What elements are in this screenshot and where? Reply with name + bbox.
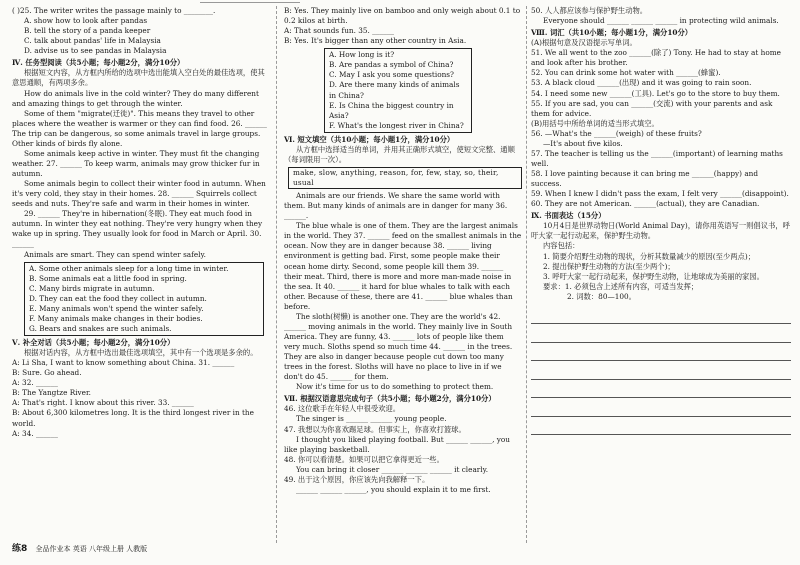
dialog-line: B: The Yangtze River.: [12, 388, 92, 398]
section-title: Ⅵ. 短文填空（共10小题；每小题1分，满分10分）: [284, 134, 455, 144]
requirement-line: 3. 呼吁大家一起行动起来，保护野生动物，让地球成为美丽的家园。: [543, 271, 764, 281]
box-option: E. Is China the biggest country in Asia?: [329, 100, 454, 120]
box-option: A. How long is it?: [329, 50, 395, 60]
page-footer: [12, 543, 147, 555]
box-option: B. Some animals eat a little food in spring.: [29, 273, 187, 283]
writing-line[interactable]: [531, 343, 791, 362]
dialog-line: A: That's right. I know about this river. 33. ______: [12, 398, 194, 408]
subsection-title: (B)用括号中所给单词的适当形式填空。: [531, 118, 659, 128]
writing-line[interactable]: [531, 306, 791, 325]
dialog-line: A: 34. ______: [12, 428, 58, 438]
passage-paragraph: Some animals begin to collect their winter food in autumn. When it's very cold, they stay in their homes. 28. ______ Squirrels collect seeds and nuts. They're safe and warm in their homes in winter.: [12, 179, 266, 209]
section-title: Ⅳ. 任务型阅读（共5小题；每小题2分，满分10分）: [12, 58, 185, 68]
section-instructions: 10月4日是世界动物日(World Animal Day)，请你用英语写一则倡议书，呼吁大家一起行动起来，保护野生动物。: [531, 221, 790, 241]
box-option: C. Many birds migrate in autumn.: [29, 283, 155, 293]
box-option: F. Many animals make changes in their bodies.: [29, 313, 203, 323]
writing-line[interactable]: [531, 361, 791, 380]
vocab-item: —It's about five kilos.: [543, 138, 623, 148]
column-divider: [526, 6, 527, 543]
column-left: [12, 6, 270, 439]
column-divider: [276, 6, 277, 543]
dialog-line: B: About 6,300 kilometres long. It is the third longest river in the world.: [12, 408, 254, 428]
dialog-line: B: Yes. It's bigger than any other country in Asia.: [284, 36, 467, 46]
page-number: 练8: [12, 543, 28, 554]
translation-item: Everyone should ______ ______ ______ in protecting wild animals.: [543, 16, 779, 26]
section-instructions: 根据短文内容，从方框内所给的选项中选出能填入空白处的最佳选项，使其意思通顺，有两项多余。: [12, 68, 265, 88]
writing-line[interactable]: [531, 417, 791, 436]
word-bank: make, slow, anything, reason, for, few, stay, so, their, usual: [288, 167, 522, 189]
dialog-line: B: Sure. Go ahead.: [12, 368, 82, 378]
translation-item: ______ ______ ______, you should explain it to me first.: [296, 484, 491, 494]
writing-line[interactable]: [531, 380, 791, 399]
vocab-item: 59. When I knew I didn't pass the exam, I felt very ______(disappoint).: [531, 189, 789, 199]
section-instructions: 从方框中选择适当的单词，并用其正确形式填空，使短文完整、通顺（每词限用一次）。: [284, 144, 515, 164]
option: A. show how to look after pandas: [24, 16, 148, 26]
passage-paragraph: Some animals keep active in winter. They must fit the changing weather. 27. ______ To keep warm, animals may grow thicker fur in autumn.: [12, 148, 260, 178]
passage-paragraph: The blue whale is one of them. They are the largest animals in the world. They 37. ______ feed on the smallest animals in the ocean. Now they are in danger because 38. ______ living environment is getting bad. First, some people make their ocean home dirty. Second, some people kill them 39. ______ their meat. Third, there is more and more man-made noise in the sea. It 40. ______ it hard for blue whales to talk with each other. Because of these, there are 41. ______ blue whales than before.: [284, 221, 522, 311]
translation-item: 49. 出于这个原因，你应该先向我解释一下。: [284, 474, 430, 484]
vocab-item: 60. They are not American. ______(actual), they are Canadian.: [531, 199, 760, 209]
section-title: Ⅴ. 补全对话（共5小题；每小题2分，满分10分）: [12, 338, 175, 347]
vocab-item: 57. The teacher is telling us the ______(important) of learning maths well.: [531, 148, 783, 168]
writing-line[interactable]: [531, 398, 791, 417]
translation-item: The singer is ______ ______ young people.: [296, 414, 447, 424]
box-option: B. Are pandas a symbol of China?: [329, 60, 454, 70]
passage-paragraph: Animals are smart. They can spend winter safely.: [24, 249, 206, 259]
question-25: ( )25. The writer writes the passage mainly to ________.: [12, 6, 216, 15]
passage-paragraph: 29. ______ They're in hibernation(冬眠). They eat much food in autumn. In winter they eat nothing. They're very hungry when they wake up in spring. They usually look for food in March or April. 30. ______: [12, 209, 263, 249]
passage-paragraph: How do animals live in the cold winter? They do many different and amazing things to get through the winter.: [12, 88, 259, 108]
dialog-line: A: Li Sha, I want to know something about China. 31. ______: [12, 358, 235, 368]
dialog-line: A: 32. ______: [12, 378, 58, 388]
passage-paragraph: Now it's time for us to do something to protect them.: [296, 382, 494, 392]
dialog-line: B: Yes. They mainly live on bamboo and only weigh about 0.1 to 0.2 kilos at birth.: [284, 6, 521, 26]
section-title: Ⅷ. 词汇（共10小题；每小题1分，满分10分）: [531, 28, 693, 38]
box-option: D. Are there many kinds of animals in China?: [329, 80, 460, 100]
translation-item: I thought you liked playing football. But ______ ______, you like playing basketball.: [284, 434, 510, 454]
column-right: [531, 6, 791, 435]
passage-paragraph: Animals are our friends. We share the same world with them. But many kinds of animals are in danger for many 36. ______.: [284, 191, 508, 221]
subsection-title: (A)根据句意及汉语提示写单词。: [531, 38, 637, 48]
option: B. tell the story of a panda keeper: [24, 26, 151, 36]
translation-item: You can bring it closer ______ ______ ______ it clearly.: [296, 464, 489, 474]
section-instructions: 根据对话内容，从方框中选出最佳选项填空，其中有一个选项是多余的。: [24, 348, 258, 358]
vocab-item: 56. —What's the ______(weigh) of these fruits?: [531, 128, 702, 138]
requirement-line: 2. 词数：80—100。: [567, 291, 636, 301]
box-option: C. May I ask you some questions?: [329, 70, 454, 80]
passage-paragraph: Some of them "migrate(迁徙)". This means they travel to other places where the weather is warmer or they can find food. 26. ______ The trip can be dangerous, so some animals travel in large groups. Other kinds of birds fly alone.: [12, 108, 267, 148]
translation-item: 48. 你可以看清楚。如果可以把它拿得更近一些。: [284, 454, 444, 464]
dialog-line: A: That sounds fun. 35. ______: [284, 26, 395, 36]
requirement-line: 要求：1. 必须包含上述所有内容，可适当发挥；: [543, 281, 699, 291]
requirement-line: 内容包括：: [543, 241, 580, 251]
section-title: Ⅶ. 根据汉语意思完成句子（共5小题；每小题2分，满分10分）: [284, 394, 496, 404]
vocab-item: 58. I love painting because it can bring me ______(happy) and success.: [531, 169, 759, 189]
top-rule: [200, 2, 300, 3]
box-option: F. What's the longest river in China?: [329, 120, 464, 130]
footer-text: 全品作业本 英语 八年级上册 人教版: [35, 544, 148, 553]
vocab-item: 51. We all went to the zoo ______(除了) Tony. He had to stay at home and look after his brother.: [531, 48, 781, 68]
box-option: A. Some other animals sleep for a long time in winter.: [29, 263, 229, 273]
vocab-item: 55. If you are sad, you can ______(交流) with your parents and ask them for advice.: [531, 98, 773, 118]
requirement-line: 1. 简要介绍野生动物的现状，分析其数量减少的原因(至少两点)；: [543, 251, 755, 261]
translation-item: 47. 我想以为你喜欢踢足球。但事实上，你喜欢打篮球。: [284, 424, 466, 434]
vocab-item: 53. A black cloud ______(出现) and it was going to rain soon.: [531, 78, 752, 88]
box-option: G. Bears and snakes are such animals.: [29, 323, 172, 333]
options-box: [324, 48, 472, 133]
writing-area[interactable]: [531, 306, 791, 436]
options-box: [24, 262, 264, 336]
box-option: E. Many animals won't spend the winter safely.: [29, 303, 204, 313]
option: C. talk about pandas' life in Malaysia: [24, 36, 161, 46]
vocab-item: 54. I need some new ______(工具). Let's go to the store to buy them.: [531, 88, 780, 98]
writing-line[interactable]: [531, 324, 791, 343]
option: D. advise us to see pandas in Malaysia: [24, 46, 167, 56]
passage-paragraph: The sloth(树懒) is another one. They are the world's 42. ______ moving animals in the world. They mainly live in South America. They are funny, 43. ______ lots of people like them very much. Sloths spend so much time 44. ______ in the trees. They are also in danger because people cut down too many trees in the forest. Sloths will have no place to live in if we don't do 45. ______ for them.: [284, 311, 513, 382]
vocab-item: 52. You can drink some hot water with ______(蜂蜜).: [531, 68, 721, 78]
translation-item: 46. 这位歌手在年轻人中很受欢迎。: [284, 404, 401, 414]
box-option: D. They can eat the food they collect in autumn.: [29, 293, 207, 303]
section-title: Ⅸ. 书面表达（15分）: [531, 211, 606, 221]
requirement-line: 2. 提出保护野生动物的方法(至少两个)；: [543, 261, 675, 271]
translation-item: 50. 人人都应该参与保护野生动物。: [531, 6, 648, 15]
column-middle: [284, 6, 522, 495]
